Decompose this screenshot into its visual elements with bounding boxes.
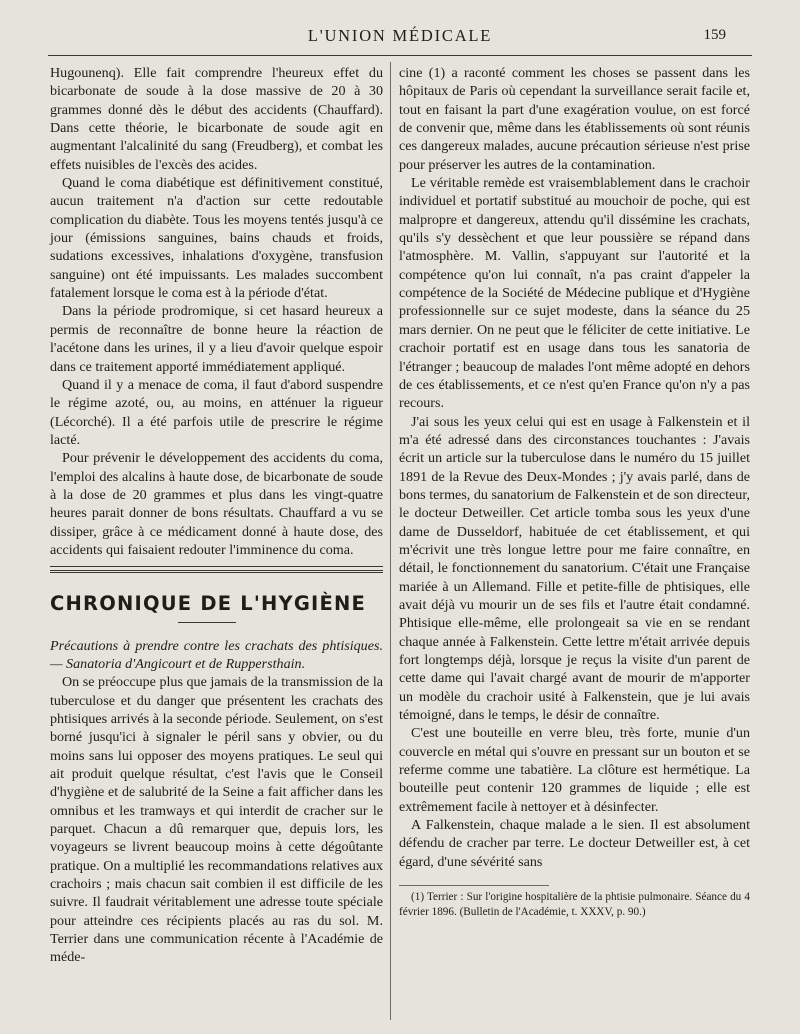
left-column [50,64,383,967]
paragraph: Le véritable remède est vraisemblablement dans le crachoir individuel et portatif substitué au mouchoir de poche, qui est malpropre et dangereux, attendu qu'il dissémine les crachats, qu'ils s'y dessèchent et que leur poussière se répand dans l'atmosphère. M. Vallin, s'appuyant sur l'autorité et la compétence qu'on lui connaît, n'a pas craint d'appeler la compétence de la Société de Médecine publique et d'Hygiène professionnelle sur ce sujet modeste, dans la séance du 25 mars dernier. On ne peut que le féliciter de cette initiative. Le crachoir portatif est en usage dans tous les sanatoria de l'étranger ; beaucoup de malades l'ont même adopté en dehors de ces établissements, et ce n'est qu'en France qu'on n'y a pas recours. [399,175,750,412]
paragraph: C'est une bouteille en verre bleu, très forte, munie d'un couvercle en métal qui s'ouvre en pressant sur un bouton et se referme comme une tabatière. La clôture est hermétique. La bouteille peut contenir 120 grammes de liquide ; elle est extrêmement facile à nettoyer et à désinfecter. [399,725,750,815]
paragraph: cine (1) a raconté comment les choses se passent dans les hôpitaux de Paris où cependant la surveillance serait facile et, tout en faisant la part d'une exagération voulue, on est forcé de convenir que, même dans les établissements où sont réunis ces dangereux malades, aucune précaution sérieuse n'est prise pour préserver les autres de la contamination. [399,65,750,173]
page-header [48,22,752,50]
paragraph: Quand le coma diabétique est définitivement constitué, aucun traitement n'a d'action sur cette redoutable complication du diabète. Tous les moyens tentés jusqu'à ce jour (émissions sanguines, bains chauds et froids, sudations excessives, inhalations d'oxygène, transfusion sanguine) ont été impuissants. Les malades succombent fatalement lorsque le coma est à la période d'état. [50,175,383,302]
section-separator-double [50,570,383,575]
paragraph: Quand il y a menace de coma, il faut d'abord suspendre le régime azoté, ou, au moins, en atténuer la rigueur (Lécorché). Il a été parfois utile de prescrire le régime lacté. [50,376,383,448]
paragraph: A Falkenstein, chaque malade a le sien. Il est absolument défendu de cracher par terre. Le docteur Detweiller est, à cet égard, d'une sévérité sans [399,817,750,870]
right-column [399,64,750,919]
section-subtitle: Précautions à prendre contre les crachats des phtisiques. — Sanatoria d'Angicourt et de Ruppersthain. [50,637,383,672]
footnote-text: (1) Terrier : Sur l'origine hospitalière de la phtisie pulmonaire. Séance du 4 février 1896. (Bulletin de l'Académie, t. XXXV, p. 90.) [399,891,750,918]
title-rule [178,622,236,623]
section-title: CHRONIQUE DE L'HYGIÈNE [50,592,367,616]
running-title: L'UNION MÉDICALE [307,26,493,45]
paragraph: Pour prévenir le développement des accidents du coma, l'emploi des alcalins à haute dose, de bicarbonate de soude à la dose de 20 grammes et plus dans les vingt-quatre heures parait donner de bons résultats. Chauffard a vu se dissiper, grâce à ce médicament donné à haute dose, des accidents qui faisaient redouter l'imminence du coma. [50,450,383,558]
paragraph: Dans la période prodromique, si cet hasard heureux a permis de reconnaître de bonne heure la réaction de l'acétone dans les urines, il y a lieu d'avoir quelque espoir dans ce traitement apporté immédiatement appliqué. [50,303,383,375]
page-number: 159 [703,27,726,43]
paragraph: On se préoccupe plus que jamais de la transmission de la tuberculose et du danger que présentent les crachats des phtisiques arrivés à la seconde période. Seulement, on s'est borné jusqu'ici à signaler le péril sans y obvier, ou du moins sans lui opposer des moyens pratiques. Le seul qui ait produit quelque résultat, c'est l'avis que le Conseil d'hygiène et de salubrité de la Seine a fait afficher dans les omnibus et les tramways et qui interdit de cracher sur le parquet. Chacun a dû remarquer que, depuis lors, les voyageurs se livrent beaucoup moins à cette dégoûtante pratique. On a multiplié les recommandations relatives aux crachoirs ; mais chacun sait combien il est difficile de les suivre. Il faudrait véritablement une adresse toute spéciale pour atteindre ces récipients placés au ras du sol. M. Terrier dans une communication récente à l'Académie de méde- [50,674,383,966]
paragraph: Hugounenq). Elle fait comprendre l'heureux effet du bicarbonate de soude à la dose massive de 20 à 30 grammes donné dès le début des accidents (Chauffard). Dans cette théorie, le bicarbonate de soude agit en augmentant l'alcalinité du sang (Freudberg), et combat les effets nuisibles de l'excès des acides. [50,65,383,173]
footnote [399,890,750,919]
column-divider [390,62,391,1020]
header-rule [48,55,752,56]
paragraph: J'ai sous les yeux celui qui est en usage à Falkenstein et il m'a été adressé dans des circonstances touchantes : J'avais écrit un article sur la tuberculose dans le numéro du 15 juillet 1891 de la Revue des Deux-Mondes ; j'y avais parlé, dans de bons termes, du sanatorium de Falkenstein et de son directeur, le docteur Detweiller. Cet article tomba sous les yeux d'une dame de Dusseldorf, habituée de cet établissement, et qui m'écrivit une très longue lettre pour me faire connaître, en détail, le fonctionnement du sanatorium. C'était une Française mariée à un Allemand. Fille et petite-fille de phtisiques, elle avait déjà vu mourir un de ses fils et l'autre était condamné. Phtisique elle-même, elle prolongeait sa vie en se rendant chaque année à Falkenstein. Cette lettre m'était arrivée depuis fort longtemps déjà, lorsque je reçus la visite d'un parent de cette dame qui l'avait chargé avant de mourir de m'apporter un modèle du crachoir usité à Falkenstein, que je lui avais témoigné, dans le temps, le désir de connaître. [399,413,750,724]
section-separator [50,566,383,567]
footnote-rule [399,885,549,886]
